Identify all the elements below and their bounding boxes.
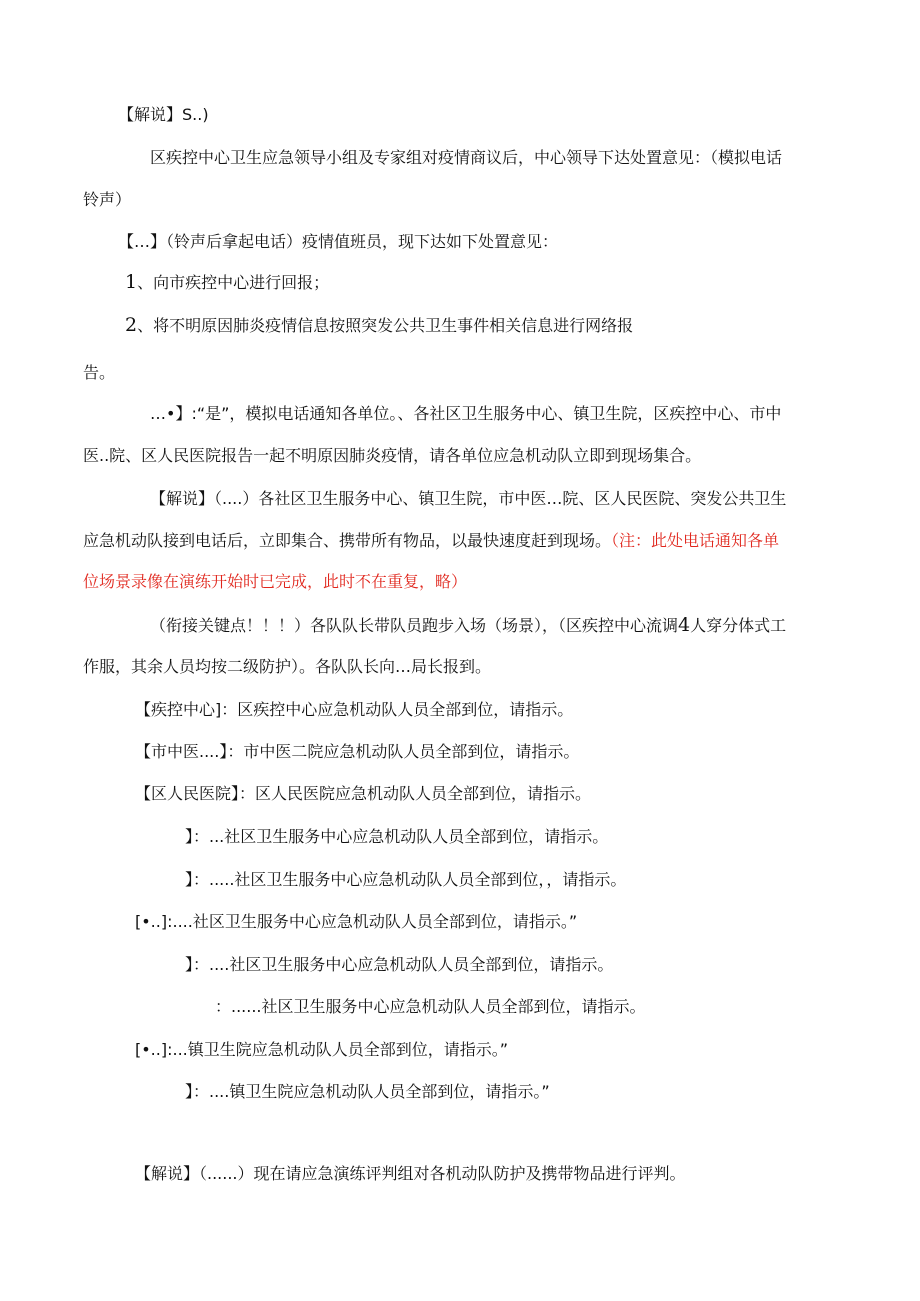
- narration-line: 【解说】S..): [118, 105, 209, 124]
- count-number: 4: [678, 614, 691, 636]
- report-line: [•..]:....社区卫生服务中心应急机动队人员全部到位，请指示。”: [135, 912, 578, 931]
- report-line: 】：....社区卫生服务中心应急机动队人员全部到位，请指示。: [185, 955, 614, 974]
- report-line: 】：...社区卫生服务中心应急机动队人员全部到位，请指示。: [185, 827, 609, 846]
- report-line: ：......社区卫生服务中心应急机动队人员全部到位，请指示。: [215, 997, 646, 1016]
- report-line: [•..]:...镇卫生院应急机动队人员全部到位，请指示。”: [135, 1040, 509, 1059]
- report-line: 】：.....社区卫生服务中心应急机动队人员全部到位，，请指示。: [185, 870, 627, 889]
- list-item-text: 将不明原因肺炎疫情信息按照突发公共卫生事件相关信息进行网络报: [153, 316, 634, 335]
- narration-line: 【解说】（......）现在请应急演练评判组对各机动队防护及携带物品进行评判。: [135, 1164, 686, 1183]
- paragraph-line: 【…】（铃声后拿起电话）疫情值班员，现下达如下处置意见：: [118, 232, 559, 251]
- list-number: 1: [125, 271, 138, 293]
- list-separator: 、: [137, 316, 154, 335]
- report-line: 【市中医....】：市中医二院应急机动队人员全部到位，请指示。: [135, 742, 580, 761]
- paragraph-text: 应急机动队接到电话后，立即集合、携带所有物品，以最快速度赶到现场。: [83, 531, 612, 550]
- list-item: [125, 271, 329, 294]
- report-line: 【区人民医院】：区人民医院应急机动队人员全部到位，请指示。: [135, 784, 592, 803]
- red-note: （注：此处电话通知各单: [611, 531, 780, 550]
- paragraph-line: 铃声）: [83, 190, 132, 209]
- paragraph-line: …•】:“是”，模拟电话通知各单位。、各社区卫生服务中心、镇卫生院，区疾控中心、市中: [150, 404, 782, 423]
- list-item-text: 向市疾控中心进行回报；: [153, 273, 330, 292]
- paragraph-line: 医..院、区人民医院报告一起不明原因肺炎疫情，请各单位应急机动队立即到现场集合。: [83, 446, 702, 465]
- paragraph-line: [83, 530, 779, 552]
- list-separator: 、: [137, 273, 154, 292]
- report-line: 】：....镇卫生院应急机动队人员全部到位，请指示。”: [185, 1082, 550, 1101]
- list-item: [125, 314, 633, 337]
- paragraph-line: [150, 614, 786, 637]
- paragraph-line: 区疾控中心卫生应急领导小组及专家组对疫情商议后，中心领导下达处置意见：（模拟电话: [150, 148, 783, 167]
- paragraph-text: 人穿分体式工: [690, 616, 787, 635]
- list-number: 2: [125, 314, 138, 336]
- report-line: 【疾控中心]：区疾控中心应急机动队人员全部到位，请指示。: [135, 700, 574, 719]
- narration-line: 【解说】（....）各社区卫生服务中心、镇卫生院，市中医…院、区人民医院、突发公共卫生: [150, 489, 787, 508]
- paragraph-line: 告。: [83, 363, 116, 382]
- paragraph-text: （衔接关键点！！！）各队队长带队员跑步入场（场景），（区疾控中心流调: [150, 616, 679, 635]
- red-note: 位场景录像在演练开始时已完成，此时不在重复，略）: [83, 572, 468, 591]
- paragraph-line: 作服，其余人员均按二级防护）。各队队长向…局长报到。: [83, 657, 492, 676]
